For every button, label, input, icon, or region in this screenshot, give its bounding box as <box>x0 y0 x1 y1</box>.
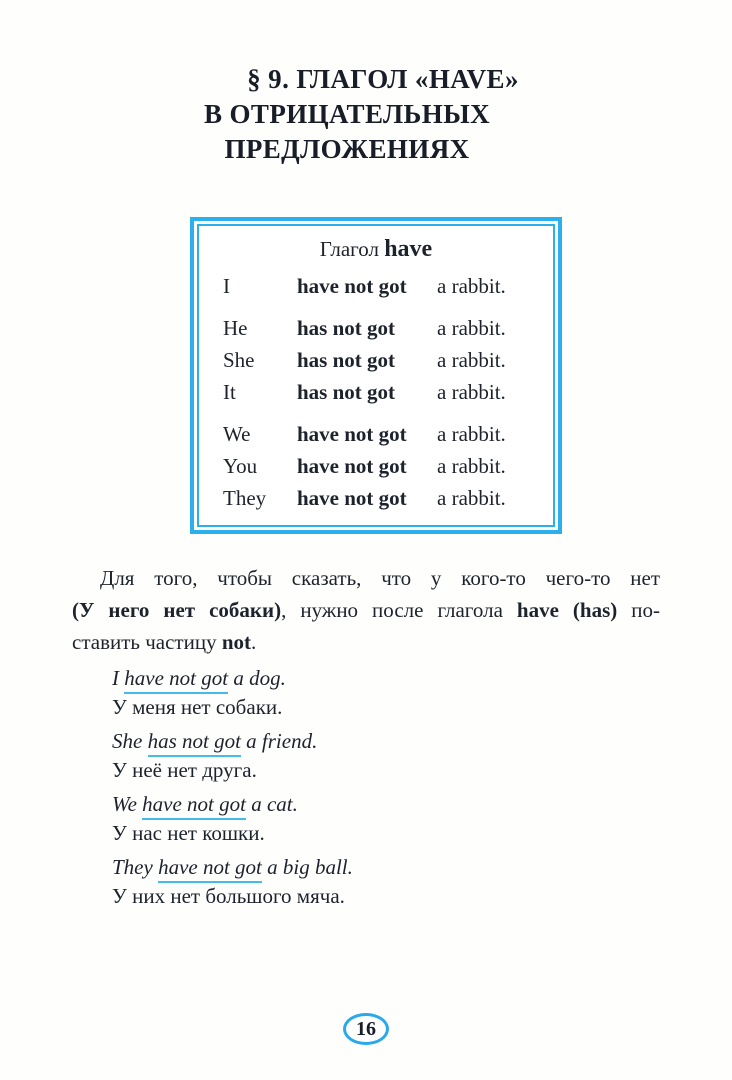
verb-cell: has not got <box>297 316 396 340</box>
verb-cell: have not got <box>297 486 407 510</box>
paragraph-line <box>72 594 660 626</box>
paragraph-line: Для того, чтобы сказать, что у кого-то чего-то нет <box>100 566 660 590</box>
paragraph-line <box>72 626 660 658</box>
section-title-line: § 9. ГЛАГОЛ «HAVE» <box>247 64 519 94</box>
object-cell: a rabbit. <box>437 454 506 478</box>
table-row <box>199 344 553 376</box>
russian-translation: У нас нет кошки. <box>112 821 265 845</box>
pronoun-cell: It <box>223 380 236 404</box>
section-title-line: В ОТРИЦАТЕЛЬНЫХ <box>203 99 491 129</box>
pronoun-cell: He <box>223 316 248 340</box>
verb-cell: has not got <box>297 380 396 404</box>
plain-text: ставить частицу <box>72 630 222 654</box>
section-title <box>72 62 660 167</box>
grammar-box-heading <box>199 233 553 266</box>
example-item <box>112 727 660 785</box>
object-cell: a rabbit. <box>437 316 506 340</box>
verb-cell: have not got <box>297 454 407 478</box>
english-sentence <box>112 664 660 693</box>
heading-label: Глагол <box>319 237 379 261</box>
plain-text: . <box>251 630 257 654</box>
verb-cell: have not got <box>297 274 407 298</box>
table-row <box>199 482 553 514</box>
underlined-phrase: have not got <box>124 666 228 694</box>
plain-text: по- <box>617 598 660 622</box>
pronoun-cell: She <box>223 348 255 372</box>
english-sentence <box>112 727 660 756</box>
page-number: 16 <box>356 1017 376 1040</box>
plain-text: , нужно после глагола <box>281 598 517 622</box>
sentence-end: a big ball. <box>261 855 353 879</box>
pronoun-cell: They <box>223 486 267 510</box>
bold-text: not <box>221 630 252 654</box>
sentence-start: I <box>112 666 125 690</box>
explanation-paragraph <box>72 562 660 658</box>
example-item <box>112 853 660 911</box>
sentence-end: a friend. <box>240 729 318 753</box>
grammar-rule-box <box>190 217 562 534</box>
russian-translation: У неё нет друга. <box>112 758 257 782</box>
underlined-phrase: have not got <box>158 855 262 883</box>
page-number-badge <box>343 1013 389 1045</box>
sentence-end: a dog. <box>228 666 286 690</box>
underlined-phrase: have not got <box>142 792 246 820</box>
example-item <box>112 664 660 722</box>
bold-text: have (has) <box>516 598 618 622</box>
object-cell: a rabbit. <box>437 486 506 510</box>
underlined-phrase: has not got <box>148 729 241 757</box>
object-cell: a rabbit. <box>437 380 506 404</box>
table-row <box>199 312 553 344</box>
russian-translation: У них нет большого мяча. <box>112 884 345 908</box>
pronoun-cell: We <box>223 422 251 446</box>
table-row <box>199 270 553 302</box>
sentence-start: She <box>112 729 148 753</box>
grammar-rule-box-inner <box>197 224 555 527</box>
section-title-line: ПРЕДЛОЖЕНИЯХ <box>224 134 470 164</box>
verb-cell: have not got <box>297 422 407 446</box>
object-cell: a rabbit. <box>437 422 506 446</box>
pronoun-cell: You <box>223 454 258 478</box>
russian-translation: У меня нет собаки. <box>112 695 283 719</box>
sentence-end: a cat. <box>245 792 298 816</box>
sentence-start: We <box>112 792 143 816</box>
examples-list <box>112 664 660 911</box>
table-row <box>199 418 553 450</box>
pronoun-cell: I <box>223 274 230 298</box>
bold-text: (У него нет собаки) <box>72 598 282 622</box>
object-cell: a rabbit. <box>437 274 506 298</box>
sentence-start: They <box>112 855 159 879</box>
heading-verb: have <box>384 236 433 262</box>
table-row <box>199 450 553 482</box>
verb-cell: has not got <box>297 348 396 372</box>
english-sentence <box>112 853 660 882</box>
object-cell: a rabbit. <box>437 348 506 372</box>
table-row <box>199 376 553 408</box>
english-sentence <box>112 790 660 819</box>
text-column <box>0 62 732 1045</box>
example-item <box>112 790 660 848</box>
